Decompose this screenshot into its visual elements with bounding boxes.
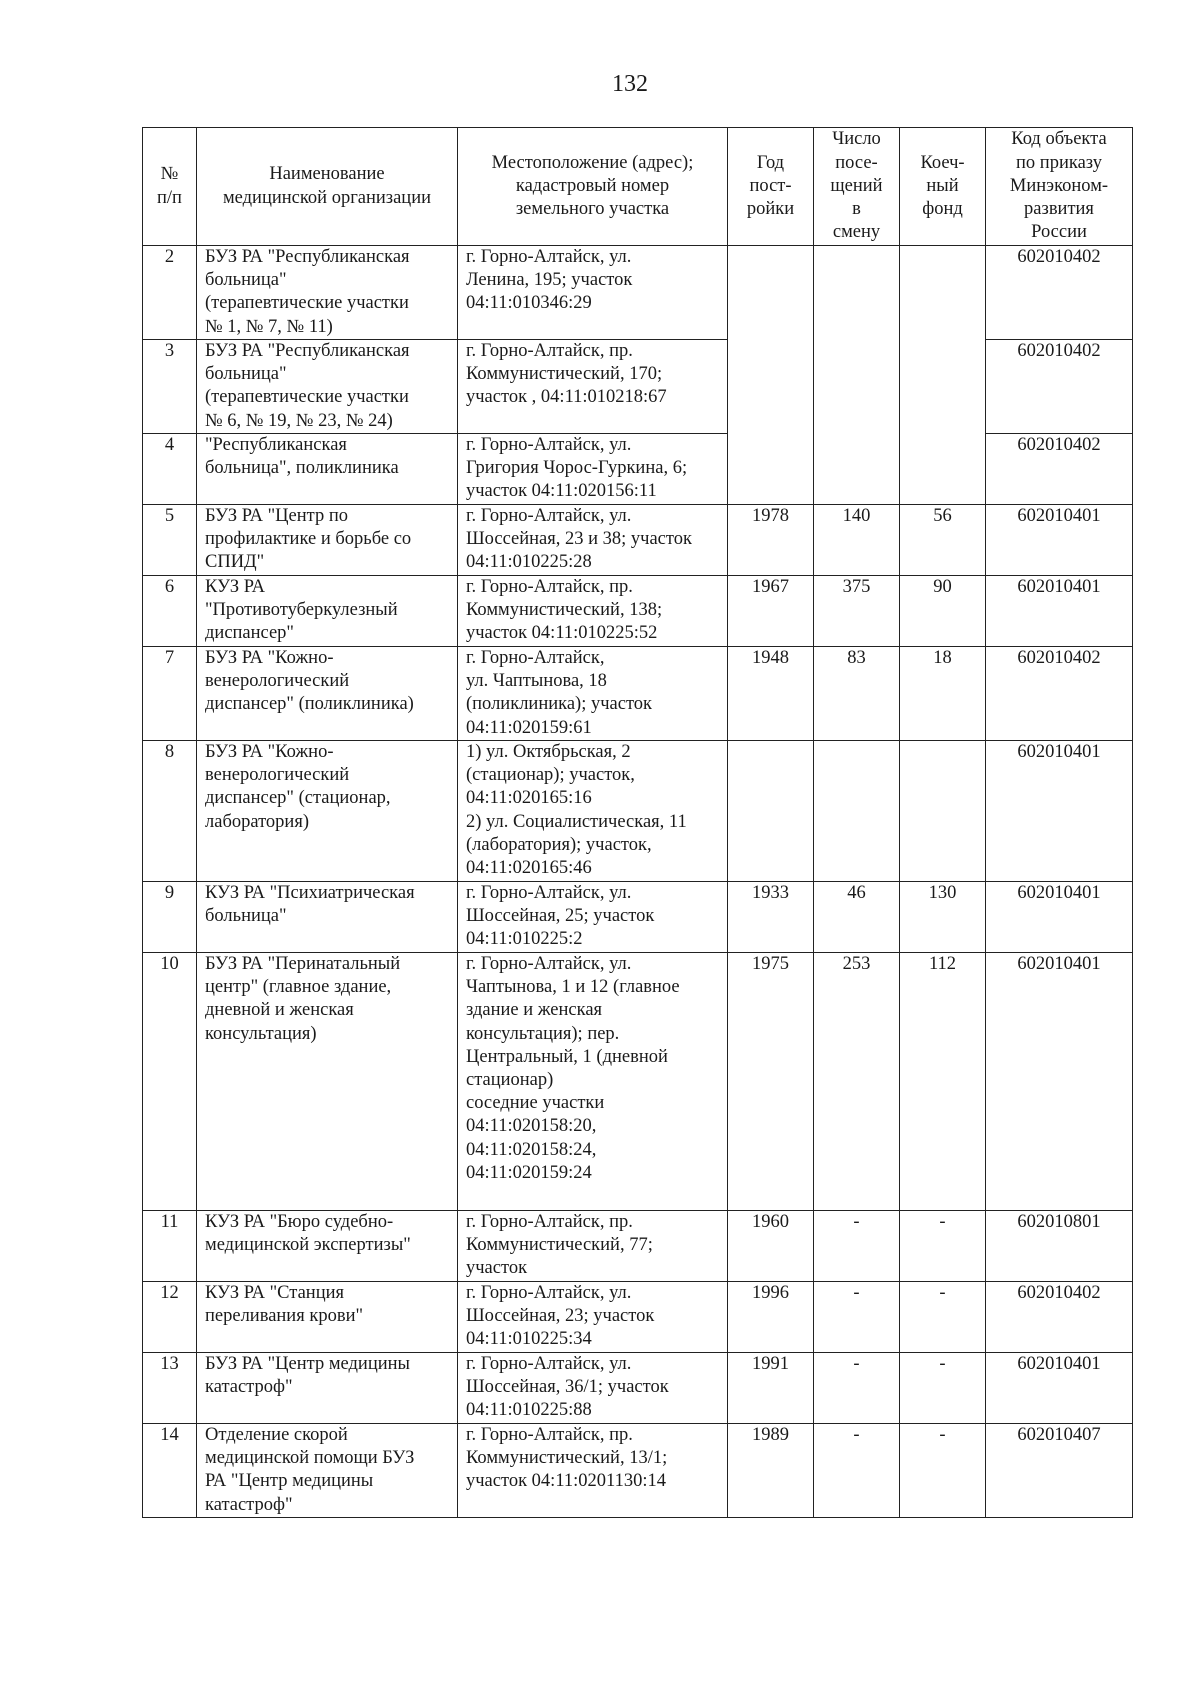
row-name: БУЗ РА "Республиканская больница" (терапевтические участки № 1, № 7, № 11): [197, 246, 458, 340]
row-code: 602010402: [986, 246, 1133, 340]
row-num: 2: [143, 246, 197, 340]
row-name: КУЗ РА "Психиатрическая больница": [197, 882, 458, 953]
row-visits: [814, 741, 900, 882]
row-beds: 90: [900, 576, 986, 647]
row-year: 1933: [728, 882, 814, 953]
header-code: Код объекта по приказу Минэконом- развития России: [986, 128, 1133, 246]
row-visits: -: [814, 1353, 900, 1424]
row-visits-merged: [814, 246, 900, 505]
row-year: 1978: [728, 505, 814, 576]
row-name: КУЗ РА "Станция переливания крови": [197, 1282, 458, 1353]
row-beds: [900, 741, 986, 882]
row-num: 9: [143, 882, 197, 953]
medical-organizations-table: [142, 127, 1133, 1518]
row-beds: 130: [900, 882, 986, 953]
table-row: [143, 1424, 1133, 1518]
row-location: г. Горно-Алтайск, ул. Шоссейная, 36/1; участок 04:11:010225:88: [458, 1353, 728, 1424]
row-code: 602010401: [986, 576, 1133, 647]
row-name: Отделение скорой медицинской помощи БУЗ РА "Центр медицины катастроф": [197, 1424, 458, 1518]
row-location: г. Горно-Алтайск, ул. Чаптынова, 1 и 12 (главное здание и женская консультация); пер. Центральный, 1 (дневной стационар) соседние участки 04:11:020158:20, 04:11:020158:24, 04:11:020159:24: [458, 953, 728, 1211]
row-code: 602010401: [986, 741, 1133, 882]
header-visits: Число посе- щений в смену: [814, 128, 900, 246]
row-name: КУЗ РА "Бюро судебно- медицинской экспертизы": [197, 1211, 458, 1282]
row-location: г. Горно-Алтайск, пр. Коммунистический, 170; участок , 04:11:010218:67: [458, 340, 728, 434]
row-beds-merged: [900, 246, 986, 505]
row-name: БУЗ РА "Республиканская больница" (терапевтические участки № 6, № 19, № 23, № 24): [197, 340, 458, 434]
row-num: 13: [143, 1353, 197, 1424]
row-name: БУЗ РА "Кожно- венерологический диспансер" (стационар, лаборатория): [197, 741, 458, 882]
row-code: 602010801: [986, 1211, 1133, 1282]
row-beds: 112: [900, 953, 986, 1211]
row-name: "Республиканская больница", поликлиника: [197, 434, 458, 505]
row-location: г. Горно-Алтайск, ул. Ленина, 195; участок 04:11:010346:29: [458, 246, 728, 340]
row-visits: 140: [814, 505, 900, 576]
table-row: [143, 1282, 1133, 1353]
row-year: 1967: [728, 576, 814, 647]
row-code: 602010402: [986, 434, 1133, 505]
page-number: 132: [612, 71, 648, 97]
row-visits: -: [814, 1211, 900, 1282]
table-row: [143, 246, 1133, 340]
table-row: [143, 576, 1133, 647]
table-row: [143, 1353, 1133, 1424]
table-row: [143, 1211, 1133, 1282]
row-num: 3: [143, 340, 197, 434]
row-year: 1991: [728, 1353, 814, 1424]
row-num: 6: [143, 576, 197, 647]
row-visits: 253: [814, 953, 900, 1211]
row-visits: -: [814, 1282, 900, 1353]
table-row: [143, 647, 1133, 741]
row-code: 602010401: [986, 882, 1133, 953]
row-beds: 18: [900, 647, 986, 741]
row-year: 1960: [728, 1211, 814, 1282]
header-num: № п/п: [143, 128, 197, 246]
header-beds: Коеч- ный фонд: [900, 128, 986, 246]
row-beds: -: [900, 1282, 986, 1353]
row-year: 1948: [728, 647, 814, 741]
row-name: БУЗ РА "Кожно- венерологический диспансер" (поликлиника): [197, 647, 458, 741]
row-location: 1) ул. Октябрьская, 2 (стационар); участок, 04:11:020165:16 2) ул. Социалистическая, 11 (лаборатория); участок, 04:11:020165:46: [458, 741, 728, 882]
row-year: 1996: [728, 1282, 814, 1353]
row-code: 602010401: [986, 1353, 1133, 1424]
row-beds: -: [900, 1353, 986, 1424]
row-num: 10: [143, 953, 197, 1211]
header-name: Наименование медицинской организации: [197, 128, 458, 246]
row-code: 602010402: [986, 647, 1133, 741]
row-name: БУЗ РА "Центр медицины катастроф": [197, 1353, 458, 1424]
row-num: 8: [143, 741, 197, 882]
row-code: 602010401: [986, 505, 1133, 576]
row-visits: -: [814, 1424, 900, 1518]
row-location: г. Горно-Алтайск, пр. Коммунистический, 138; участок 04:11:010225:52: [458, 576, 728, 647]
row-beds: -: [900, 1211, 986, 1282]
row-location: г. Горно-Алтайск, пр. Коммунистический, 13/1; участок 04:11:0201130:14: [458, 1424, 728, 1518]
row-num: 5: [143, 505, 197, 576]
table-row: [143, 953, 1133, 1211]
row-beds: 56: [900, 505, 986, 576]
row-num: 11: [143, 1211, 197, 1282]
row-year: 1975: [728, 953, 814, 1211]
row-year: 1989: [728, 1424, 814, 1518]
row-visits: 46: [814, 882, 900, 953]
row-code: 602010407: [986, 1424, 1133, 1518]
row-num: 7: [143, 647, 197, 741]
row-location: г. Горно-Алтайск, пр. Коммунистический, 77; участок: [458, 1211, 728, 1282]
row-year-merged: [728, 246, 814, 505]
row-num: 12: [143, 1282, 197, 1353]
header-location: Местоположение (адрес); кадастровый номер земельного участка: [458, 128, 728, 246]
row-code: 602010402: [986, 1282, 1133, 1353]
row-name: КУЗ РА "Противотуберкулезный диспансер": [197, 576, 458, 647]
table-row: [143, 882, 1133, 953]
row-code: 602010401: [986, 953, 1133, 1211]
table-row: [143, 505, 1133, 576]
row-name: БУЗ РА "Центр по профилактике и борьбе со СПИД": [197, 505, 458, 576]
row-location: г. Горно-Алтайск, ул. Шоссейная, 23 и 38; участок 04:11:010225:28: [458, 505, 728, 576]
row-visits: 83: [814, 647, 900, 741]
row-location: г. Горно-Алтайск, ул. Чаптынова, 18 (поликлиника); участок 04:11:020159:61: [458, 647, 728, 741]
header-year: Год пост- ройки: [728, 128, 814, 246]
row-location: г. Горно-Алтайск, ул. Шоссейная, 25; участок 04:11:010225:2: [458, 882, 728, 953]
row-code: 602010402: [986, 340, 1133, 434]
row-name: БУЗ РА "Перинатальный центр" (главное здание, дневной и женская консультация): [197, 953, 458, 1211]
row-location: г. Горно-Алтайск, ул. Григория Чорос-Гуркина, 6; участок 04:11:020156:11: [458, 434, 728, 505]
row-location: г. Горно-Алтайск, ул. Шоссейная, 23; участок 04:11:010225:34: [458, 1282, 728, 1353]
row-num: 14: [143, 1424, 197, 1518]
row-num: 4: [143, 434, 197, 505]
table-row: [143, 741, 1133, 882]
table-header-row: [143, 128, 1133, 246]
row-beds: -: [900, 1424, 986, 1518]
row-visits: 375: [814, 576, 900, 647]
row-year: [728, 741, 814, 882]
